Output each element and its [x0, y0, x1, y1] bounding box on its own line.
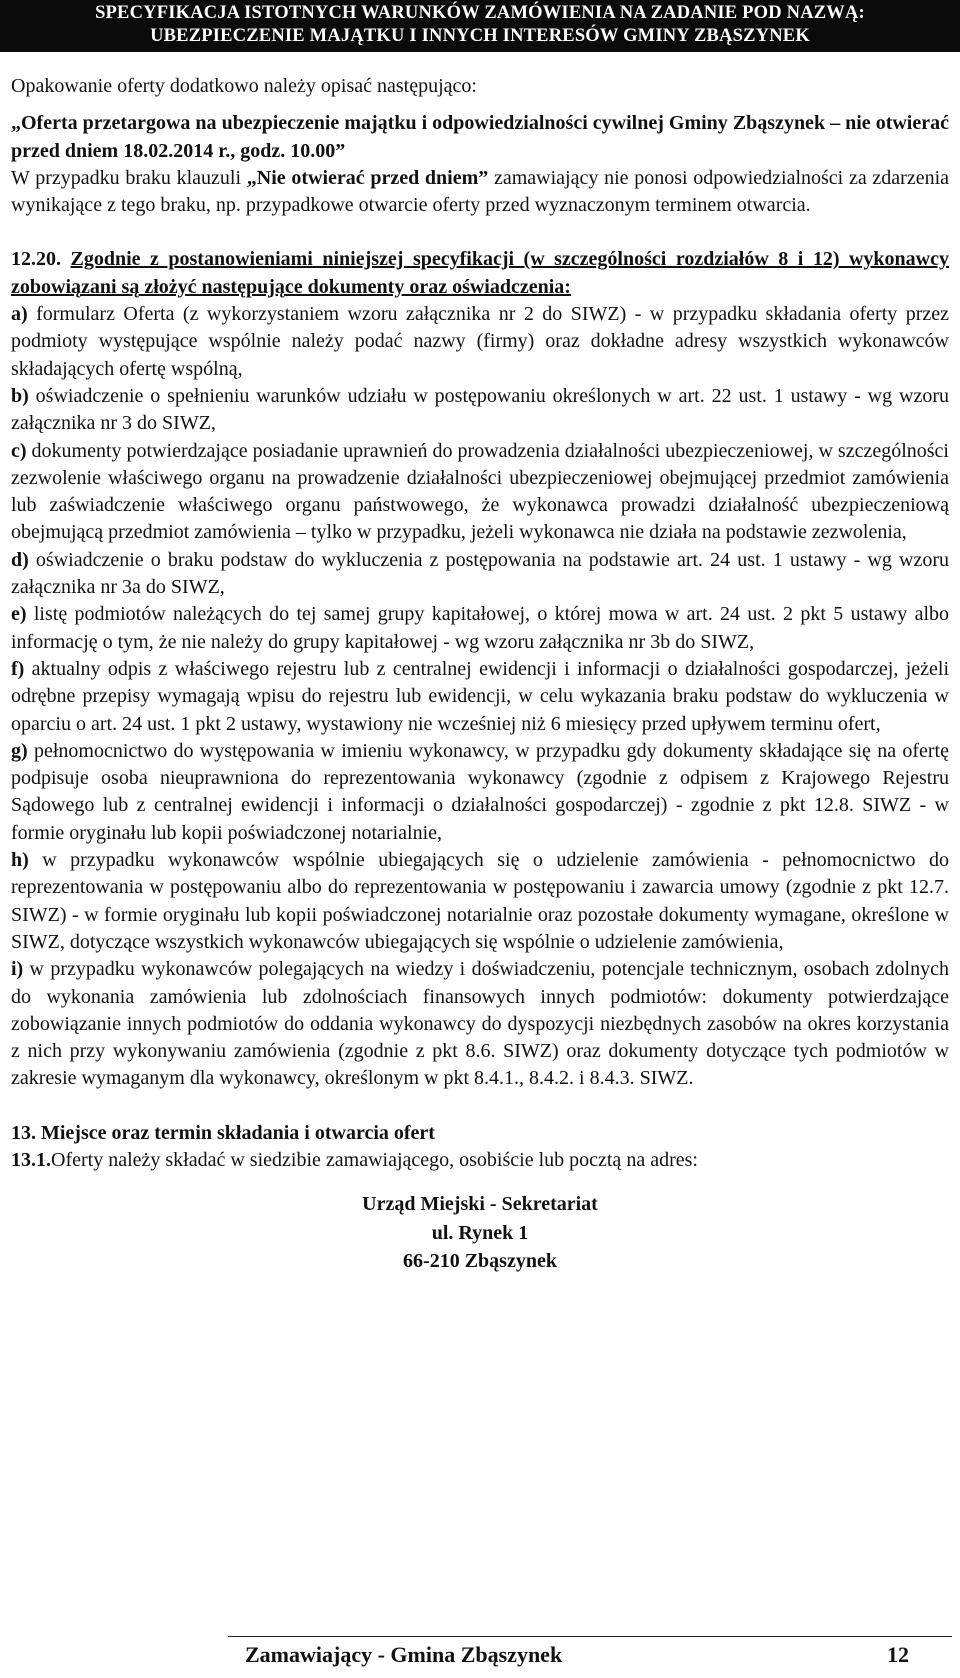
header-line-1: SPECYFIKACJA ISTOTNYCH WARUNKÓW ZAMÓWIENIA NA ZADANIE POD NAZWĄ: — [95, 3, 865, 23]
list-item — [11, 847, 949, 956]
list-item — [11, 601, 949, 656]
section-12-20-heading — [11, 246, 949, 301]
clause-paragraph — [11, 165, 949, 220]
envelope-label-text: „Oferta przetargowa na ubezpieczenie majątku i odpowiedzialności cywilnej Gminy Zbąszynek – nie otwierać przed dniem 18.02.2014 r., godz. 10.00” — [11, 112, 949, 162]
item-text: oświadczenie o spełnieniu warunków udziału w postępowaniu określonych w art. 22 ust. 1 ustawy - wg wzoru załącznika nr 3 do SIWZ, — [11, 384, 949, 435]
list-item — [11, 438, 949, 547]
section-13-1 — [11, 1147, 949, 1174]
section-13-heading-text: 13. Miejsce oraz termin składania i otwarcia ofert — [11, 1121, 435, 1144]
item-text: oświadczenie o braku podstaw do wykluczenia z postępowania na podstawie art. 24 ust. 1 ustawy - wg wzoru załącznika nr 3a do SIWZ, — [11, 548, 949, 599]
footer-text: Zamawiający - Gmina Zbąszynek — [245, 1642, 563, 1667]
item-text: formularz Oferta (z wykorzystaniem wzoru załącznika nr 2 do SIWZ) - w przypadku składania oferty przez podmioty występujące wspólnie należy podać nazwy (firmy) oraz dokładne adresy wszystkich wykonawców składających ofertę wspólną, — [11, 303, 949, 380]
item-text: listę podmiotów należących do tej samej grupy kapitałowej, o której mowa w art. 24 ust. 2 pkt 5 ustawy albo informację o tym, że nie należy do grupy kapitałowej - wg wzoru załącznika nr 3b do SIWZ, — [11, 603, 949, 653]
item-letter: c) — [11, 439, 27, 462]
item-letter: g) — [11, 739, 28, 762]
item-text: dokumenty potwierdzające posiadanie uprawnień do prowadzenia działalności ubezpieczeniowej, w szczególności zezwolenie właściwego organu na prowadzenie działalności ubezpieczeniowej obejmującej przedmiot zamówienia lub zaświadczenie właściwego organu państwowego, że wykonawca prowadzi działalność ubezpieczeniową obejmującą przedmiot zamówienia – tylko w przypadku, jeżeli wykonawca nie działa na podstawie zezwolenia, — [11, 439, 949, 544]
footer-divider — [228, 1636, 952, 1637]
intro-paragraph: Opakowanie oferty dodatkowo należy opisać następująco: — [11, 75, 477, 97]
item-text: pełnomocnictwo do występowania w imieniu wykonawcy, w przypadku gdy dokumenty składające się na ofertę podpisuje osoba nieuprawniona do reprezentowania wykonawcy (zgodnie z odpisem z Krajowego Rejestru Sądowego lub z centralnej ewidencji i informacji o działalności gospodarczej) - zgodnie z pkt 12.8. SIWZ - w formie oryginału lub kopii poświadczonej notarialnie, — [11, 739, 949, 844]
page-number: 12 — [887, 1642, 909, 1667]
address-block — [11, 1190, 949, 1276]
item-text: w przypadku wykonawców polegających na wiedzy i doświadczeniu, potencjale technicznym, osobach zdolnych do wykonania zamówienia lub zdolnościach finansowych innych podmiotów: dokumenty potwierdzające zobowiązanie innych podmiotów do oddania wykonawcy do dyspozycji niezbędnych zasobów na okres korzystania z nich przy wykonywaniu zamówienia (zgodnie z pkt 8.6. SIWZ) oraz dokumenty dotyczące tych podmiotów w zakresie wymaganym dla wykonawcy, określonym w pkt 8.4.1., 8.4.2. i 8.4.3. SIWZ. — [11, 958, 949, 1090]
section-heading-text: Zgodnie z postanowieniami niniejszej specyfikacji (w szczególności rozdziałów 8 i 12) wykonawcy zobowiązani są złożyć następujące dokumenty oraz oświadczenia: — [11, 248, 949, 298]
clause-after: zamawiający nie ponosi odpowiedzialności za zdarzenia wynikające z tego braku, np. przypadkowe otwarcie oferty przed wyznaczonym terminem otwarcia. — [11, 166, 950, 217]
section-13-heading — [11, 1120, 949, 1147]
list-item — [11, 738, 949, 847]
list-item — [11, 383, 949, 438]
document-body — [11, 73, 949, 1276]
header-line-2: UBEZPIECZENIE MAJĄTKU I INNYCH INTERESÓW GMINY ZBĄSZYNEK — [150, 26, 810, 46]
subsection-number: 13.1. — [11, 1148, 51, 1171]
section-number: 12.20. — [11, 248, 61, 271]
document-header — [0, 0, 960, 52]
item-letter: d) — [11, 548, 29, 571]
item-letter: h) — [11, 849, 29, 872]
item-text: aktualny odpis z właściwego rejestru lub z centralnej ewidencji i informacji o działalności gospodarczej, jeżeli odrębne przepisy wymagają wpisu do rejestru lub ewidencji, w celu wykazania braku podstaw do wykluczenia w oparciu o art. 24 ust. 1 pkt 2 ustawy, wystawiony nie wcześniej niż 6 miesięcy przed upływem terminu ofert, — [11, 657, 949, 735]
clause-before: W przypadku braku klauzuli — [11, 166, 247, 189]
envelope-label — [11, 110, 949, 165]
item-text: w przypadku wykonawców wspólnie ubiegających się o udzielenie zamówienia - pełnomocnictwo do reprezentowania w postępowaniu albo do reprezentowania w postępowaniu i zawarcia umowy (zgodnie z pkt 12.7. SIWZ) - w formie oryginału lub kopii poświadczonej notarialnie oraz pozostałe dokumenty wymagane, określone w SIWZ, dotyczące wszystkich wykonawców ubiegających się wspólnie o udzielenie zamówienia, — [11, 849, 949, 953]
list-item — [11, 656, 949, 738]
item-letter: a) — [11, 303, 28, 326]
clause-bold: „Nie otwierać przed dniem” — [246, 166, 489, 189]
address-line-city: 66-210 Zbąszynek — [403, 1250, 557, 1273]
list-item — [11, 547, 949, 602]
list-item — [11, 956, 949, 1092]
subsection-text: Oferty należy składać w siedzibie zamawiającego, osobiście lub pocztą na adres: — [51, 1148, 698, 1171]
list-item — [11, 301, 949, 383]
address-line-office: Urząd Miejski - Sekretariat — [362, 1193, 598, 1216]
item-letter: e) — [11, 603, 27, 626]
address-line-street: ul. Rynek 1 — [431, 1221, 529, 1244]
item-letter: b) — [11, 384, 29, 407]
item-letter: f) — [11, 657, 25, 680]
item-letter: i) — [11, 958, 24, 981]
